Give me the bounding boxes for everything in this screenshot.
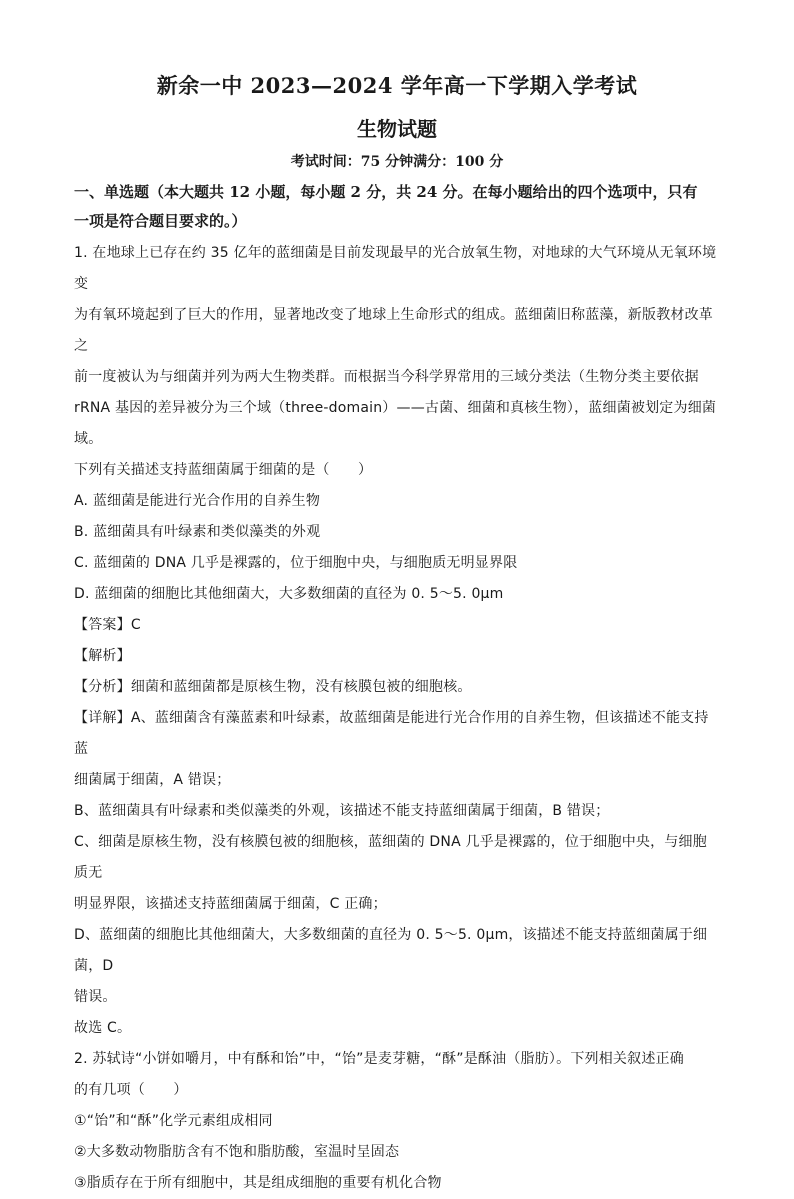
option-b: B. 蓝细菌具有叶绿素和类似藻类的外观 xyxy=(74,524,321,540)
question-stem-line: 的有几项（ ） xyxy=(74,1082,188,1098)
detail-line: 细菌属于细菌，A 错误； xyxy=(74,772,231,788)
document-subtitle: 生物试题 xyxy=(357,117,437,141)
analysis-intro xyxy=(74,672,720,703)
answer-value: C xyxy=(130,617,141,633)
question-stem-line: 为有氧环境起到了巨大的作用，显著地改变了地球上生命形式的组成。蓝细菌旧称蓝藻，新版教材改革之 xyxy=(74,307,713,354)
answer-label: 【答案】 xyxy=(74,617,131,633)
detail-line: B、蓝细菌具有叶绿素和类似藻类的外观，该描述不能支持蓝细菌属于细菌，B 错误； xyxy=(74,803,610,819)
question-stem-line: 下列有关描述支持蓝细菌属于细菌的是（ ） xyxy=(74,462,373,478)
detail-line: C、细菌是原核生物，没有核膜包被的细胞核，蓝细菌的 DNA 几乎是裸露的，位于细胞中央，与细胞质无 xyxy=(74,834,707,881)
option-c: C. 蓝细菌的 DNA 几乎是裸露的，位于细胞中央，与细胞质无明显界限 xyxy=(74,555,518,571)
analysis-intro-label: 【分析】 xyxy=(74,679,131,695)
question-stem-line: 1. 在地球上已存在约 35 亿年的蓝细菌是目前发现最早的光合放氧生物，对地球的大气环境从无氧环境变 xyxy=(74,245,717,292)
detail-line: 错误。 xyxy=(74,989,117,1005)
section-heading-line: 一项是符合题目要求的。） xyxy=(74,212,247,230)
detail-line: 明显界限，该描述支持蓝细菌属于细菌，C 正确； xyxy=(74,896,387,912)
question-stem-line: 2. 苏轼诗“小饼如嚼月，中有酥和饴”中，“饴”是麦芽糖，“酥”是酥油（脂肪）。下列相关叙述正确 xyxy=(74,1051,684,1067)
detail-text: A、蓝细菌含有藻蓝素和叶绿素，故蓝细菌是能进行光合作用的自养生物，但该描述不能支持蓝 xyxy=(74,710,709,757)
statement-item: ①“饴”和“酥”化学元素组成相同 xyxy=(74,1113,273,1129)
detail-line: 故选 C。 xyxy=(74,1020,132,1036)
exam-info: 考试时间：75 分钟满分：100 分 xyxy=(290,154,504,170)
document-title: 新余一中 2023—2024 学年高一下学期入学考试 xyxy=(156,73,638,98)
question-stem-line: rRNA 基因的差异被分为三个域（three-domain）——古菌、细菌和真核生物），蓝细菌被划定为细菌域。 xyxy=(74,400,717,447)
section-heading xyxy=(74,178,720,236)
detail-label: 【详解】 xyxy=(74,710,131,726)
question-1 xyxy=(74,238,720,1044)
question-stem-line: 前一度被认为与细菌并列为两大生物类群。而根据当今科学界常用的三域分类法（生物分类主要依据 xyxy=(74,369,699,385)
analysis-label: 【解析】 xyxy=(74,648,131,664)
option-a: A. 蓝细菌是能进行光合作用的自养生物 xyxy=(74,493,321,509)
detail-line: D、蓝细菌的细胞比其他细菌大，大多数细菌的直径为 0. 5～5. 0μm，该描述不能支持蓝细菌属于细菌，D xyxy=(74,927,708,974)
question-2 xyxy=(74,1044,720,1199)
section-heading-line: 一、单选题（本大题共 12 小题，每小题 2 分，共 24 分。在每小题给出的四个选项中，只有 xyxy=(74,183,698,201)
detail-line xyxy=(74,703,720,765)
statement-item: ③脂质存在于所有细胞中，其是组成细胞的重要有机化合物 xyxy=(74,1175,442,1191)
analysis-intro-text: 细菌和蓝细菌都是原核生物，没有核膜包被的细胞核。 xyxy=(130,679,472,695)
statement-item: ②大多数动物脂肪含有不饱和脂肪酸，室温时呈固态 xyxy=(74,1144,400,1160)
option-d: D. 蓝细菌的细胞比其他细菌大，大多数细菌的直径为 0. 5～5. 0μm xyxy=(74,586,504,602)
answer-line xyxy=(74,610,720,641)
